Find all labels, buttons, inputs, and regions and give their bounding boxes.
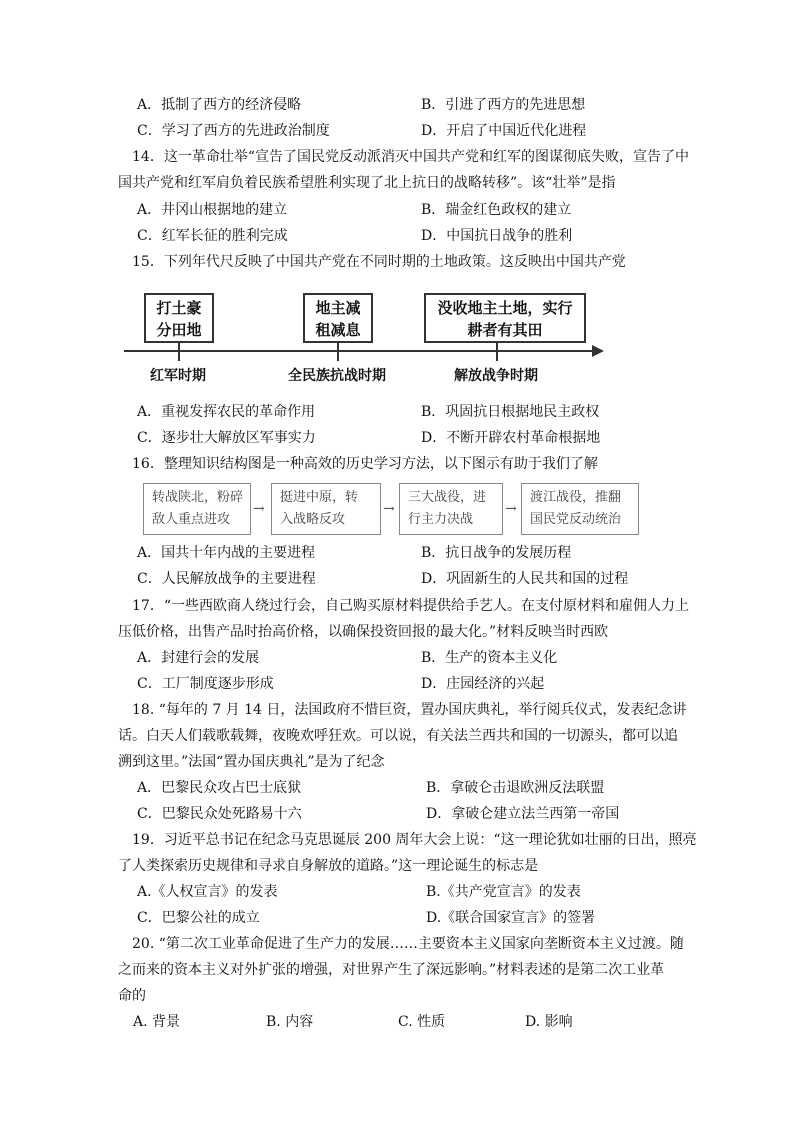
q16-stem: 16．整理知识结构图是一种高效的历史学习方法，以下图示有助于我们了解: [132, 456, 598, 472]
q13-option-b: B．引进了西方的先进思想: [421, 97, 586, 113]
q19-option-d: D.《联合国家宣言》的签署: [426, 910, 596, 926]
q20-option-c: C. 性质: [398, 1014, 446, 1030]
flow-box-4-line2: 国民党反动统治: [530, 512, 622, 527]
q13-option-c: C．学习了西方的先进政治制度: [137, 123, 330, 139]
q18-option-a: A．巴黎民众攻占巴士底狱: [137, 780, 302, 796]
flow-box-2-line2: 入战略反攻: [280, 512, 346, 527]
timeline-box-2: [303, 293, 373, 343]
q19-option-b: B.《共产党宣言》的发表: [426, 884, 581, 900]
q18-stem-line1: 18. “每年的 7 月 14 日，法国政府不惜巨资，置办国庆典礼，举行阅兵仪式，发表纪念讲: [132, 702, 687, 718]
q16-option-d: D．巩固新生的人民共和国的过程: [421, 571, 629, 587]
q18-option-c: C．巴黎民众处死路易十六: [137, 806, 302, 822]
q20-stem-line1: 20. “第二次工业革命促进了生产力的发展……主要资本主义国家向垄断资本主义过渡。随: [132, 936, 684, 952]
q17-stem-line1: 17．“一些西欧商人绕过行会，自己购买原材料提供给手艺人。在支付原材料和雇佣人力上: [132, 598, 689, 614]
q14-option-d: D．中国抗日战争的胜利: [421, 228, 573, 244]
flow-box-2-line1: 挺进中原，转: [280, 490, 359, 505]
timeline-box-3-line2: 耕者有其田: [467, 321, 543, 339]
q19-stem-line1: 19．习近平总书记在纪念马克思诞辰 200 周年大会上说：“这一理论犹如壮丽的日出，照亮: [132, 832, 697, 848]
timeline-box-3: [424, 293, 586, 343]
timeline-box-1-line2: 分田地: [156, 321, 202, 339]
timeline-axis: [124, 350, 596, 352]
q17-option-d: D．庄园经济的兴起: [421, 676, 545, 692]
timeline-tick-3: [496, 343, 498, 361]
q15-option-d: D．不断开辟农村革命根据地: [421, 430, 601, 446]
q20-option-b: B. 内容: [266, 1014, 314, 1030]
q17-stem-line2: 压低价格，出售产品时抬高价格，以确保投资回报的最大化。”材料反映当时西欧: [118, 624, 609, 640]
flow-box-1-line1: 转战陕北，粉碎: [152, 490, 244, 505]
flow-box-2: [271, 483, 381, 535]
q18-option-b: B．拿破仑击退欧洲反法联盟: [426, 780, 605, 796]
timeline-label-3: 解放战争时期: [454, 368, 538, 384]
q18-option-d: D．拿破仑建立法兰西第一帝国: [426, 806, 620, 822]
q14-option-a: A．井冈山根据地的建立: [137, 202, 288, 218]
q20-stem-line3: 命的: [118, 988, 146, 1004]
q20-stem-line2: 之而来的资本主义对外扩张的增强，对世界产生了深远影响。”材料表述的是第二次工业革: [118, 962, 665, 978]
q16-option-a: A．国共十年内战的主要进程: [137, 545, 316, 561]
timeline-box-1-line1: 打土豪: [156, 299, 202, 317]
flow-box-4: [521, 483, 639, 535]
timeline-box-2-line1: 地主减: [315, 299, 361, 317]
q17-option-b: B．生产的资本主义化: [421, 650, 558, 666]
q19-option-a: A.《人权宣言》的发表: [137, 884, 278, 900]
q14-stem-line2: 国共产党和红军肩负着民族希望胜利实现了北上抗日的战略转移”。该“壮举”是指: [118, 175, 616, 191]
q19-stem-line2: 了人类探索历史规律和寻求自身解放的道路。”这一理论诞生的标志是: [118, 858, 539, 874]
q20-option-a: A. 背景: [133, 1014, 181, 1030]
flow-arrow-icon: →: [505, 501, 517, 517]
timeline-label-2: 全民族抗战时期: [288, 368, 386, 384]
q14-stem-line1: 14．这一革命壮举“宣告了国民党反动派消灭中国共产党和红军的图谋彻底失败，宣告了中: [132, 149, 689, 165]
flow-box-3-line1: 三大战役，进: [408, 490, 487, 505]
timeline-box-3-line1: 没收地主土地，实行: [437, 299, 573, 317]
timeline-box-1: [144, 293, 214, 343]
q15-option-b: B．巩固抗日根据地民主政权: [421, 404, 600, 420]
q15-option-c: C．逐步壮大解放区军事实力: [137, 430, 316, 446]
timeline-arrow-icon: [592, 345, 604, 357]
q17-option-a: A．封建行会的发展: [137, 650, 260, 666]
q13-option-d: D．开启了中国近代化进程: [421, 123, 587, 139]
q17-option-c: C．工厂制度逐步形成: [137, 676, 274, 692]
q16-option-b: B．抗日战争的发展历程: [421, 545, 572, 561]
timeline-tick-2: [337, 343, 339, 361]
q15-stem: 15．下列年代尺反映了中国共产党在不同时期的土地政策。这反映出中国共产党: [132, 254, 626, 270]
q14-option-c: C．红军长征的胜利完成: [137, 228, 288, 244]
q19-option-c: C．巴黎公社的成立: [137, 910, 260, 926]
q13-option-a: A．抵制了西方的经济侵略: [137, 97, 302, 113]
flow-arrow-icon: →: [253, 501, 265, 517]
flow-arrow-icon: →: [383, 501, 395, 517]
timeline-box-2-line2: 租减息: [315, 321, 361, 339]
flow-box-3: [399, 483, 503, 535]
flow-box-3-line2: 行主力决战: [408, 512, 474, 527]
q18-stem-line3: 溯到这里。”法国“置办国庆典礼”是为了纪念: [118, 754, 385, 770]
timeline-tick-1: [178, 343, 180, 361]
timeline-label-1: 红军时期: [150, 368, 206, 384]
q20-option-d: D. 影响: [525, 1014, 573, 1030]
q15-option-a: A．重视发挥农民的革命作用: [137, 404, 316, 420]
q14-option-b: B．瑞金红色政权的建立: [421, 202, 572, 218]
q16-option-c: C．人民解放战争的主要进程: [137, 571, 316, 587]
flow-box-1: [143, 483, 251, 535]
flow-box-1-line2: 敌人重点进攻: [152, 512, 231, 527]
flow-box-4-line1: 渡江战役，推翻: [530, 490, 622, 505]
q18-stem-line2: 话。白天人们载歌载舞，夜晚欢呼狂欢。可以说，有关法兰西共和国的一切源头，都可以追: [118, 728, 678, 744]
